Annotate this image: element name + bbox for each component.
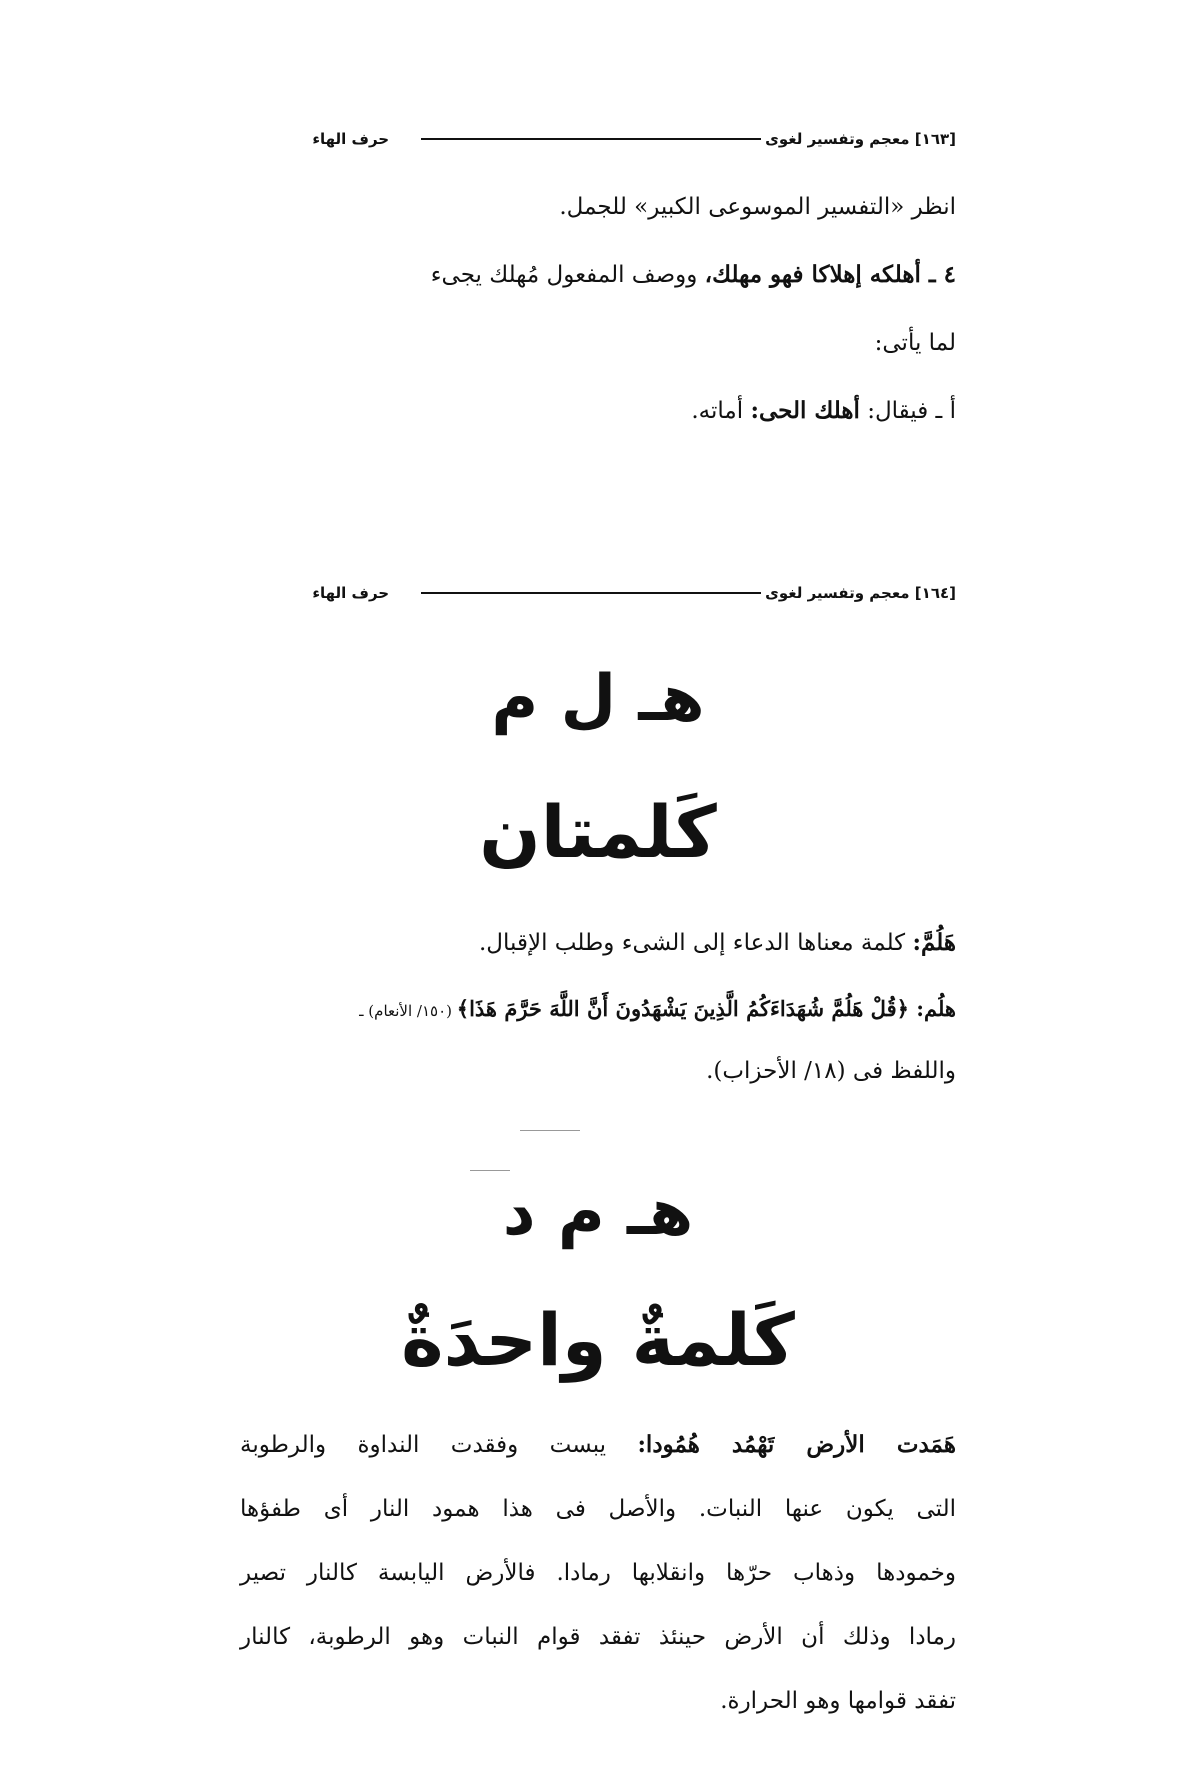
entry1-line2-ref: (١٥٠/ الأنعام) ـ [359, 1002, 457, 1020]
scan-speck [520, 1130, 580, 1131]
running-header-top [240, 126, 956, 152]
header-page-ref: [١٦٣] معجم وتفسير لغوى [765, 130, 956, 148]
entry1-line1 [479, 928, 956, 958]
entry2-line1 [240, 1430, 956, 1460]
entry1-root: هـ ل م [491, 662, 705, 736]
header-rule [421, 592, 761, 594]
scan-speck [470, 1170, 510, 1171]
block1-line2 [240, 260, 956, 290]
entry2-line4: رمادا وذلك أن الأرض حينئذ تفقد قوام النبات وهو الرطوبة، كالنار [240, 1624, 956, 1650]
block1-line4-bold: أهلك الحى: [750, 397, 860, 424]
entry1-line1-rest: كلمة معناها الدعاء إلى الشىء وطلب الإقبال. [479, 930, 913, 956]
block1-line2-rest: ووصف المفعول مُهلك يجىء [430, 262, 705, 288]
running-header-bottom [240, 580, 956, 606]
block1-line2-bold: ٤ ـ أهلكه إهلاكا فهو مهلك، [704, 261, 956, 288]
block1-line4 [691, 396, 956, 426]
entry2-line3: وخمودها وذهاب حرّها وانقلابها رمادا. فالأرض اليابسة كالنار تصير [240, 1560, 956, 1586]
entry2-word-count: كَلمةٌ واحدَةٌ [401, 1298, 795, 1382]
block1-line4-prefix: أ ـ فيقال: [859, 398, 956, 424]
entry1-word-count: كَلمتان [479, 790, 717, 874]
entry2-line1-bold: هَمَدت الأرض تَهْمُد هُمُودا: [637, 1431, 956, 1458]
header-page-ref: [١٦٤] معجم وتفسير لغوى [765, 584, 956, 602]
header-rule [421, 138, 761, 140]
entry2-line2: التى يكون عنها النبات. والأصل فى هذا همود النار أى طفؤها [240, 1496, 956, 1522]
block1-line1: انظر «التفسير الموسوعى الكبير» للجمل. [559, 194, 956, 220]
entry1-line2 [359, 994, 956, 1026]
block1-line4-rest: أماته. [691, 398, 751, 424]
block1-line3: لما يأتى: [874, 330, 956, 356]
header-section: حرف الهاء [312, 130, 390, 148]
entry2-line5: تفقد قوامها وهو الحرارة. [720, 1688, 956, 1714]
entry1-line1-bold: هَلُمَّ: [912, 929, 956, 956]
entry1-line2-bold: هلُم: ﴿قُلْ هَلُمَّ شُهَدَاءَكُمُ الَّذِينَ يَشْهَدُونَ أَنَّ اللَّهَ حَرَّمَ هَذَا﴾ [456, 996, 956, 1021]
entry1-line3: واللفظ فى (١٨/ الأحزاب). [706, 1058, 956, 1084]
entry2-root: هـ م د [502, 1176, 694, 1250]
header-section: حرف الهاء [312, 584, 390, 602]
entry2-line1-rest: يبست وفقدت النداوة والرطوبة [240, 1432, 638, 1458]
